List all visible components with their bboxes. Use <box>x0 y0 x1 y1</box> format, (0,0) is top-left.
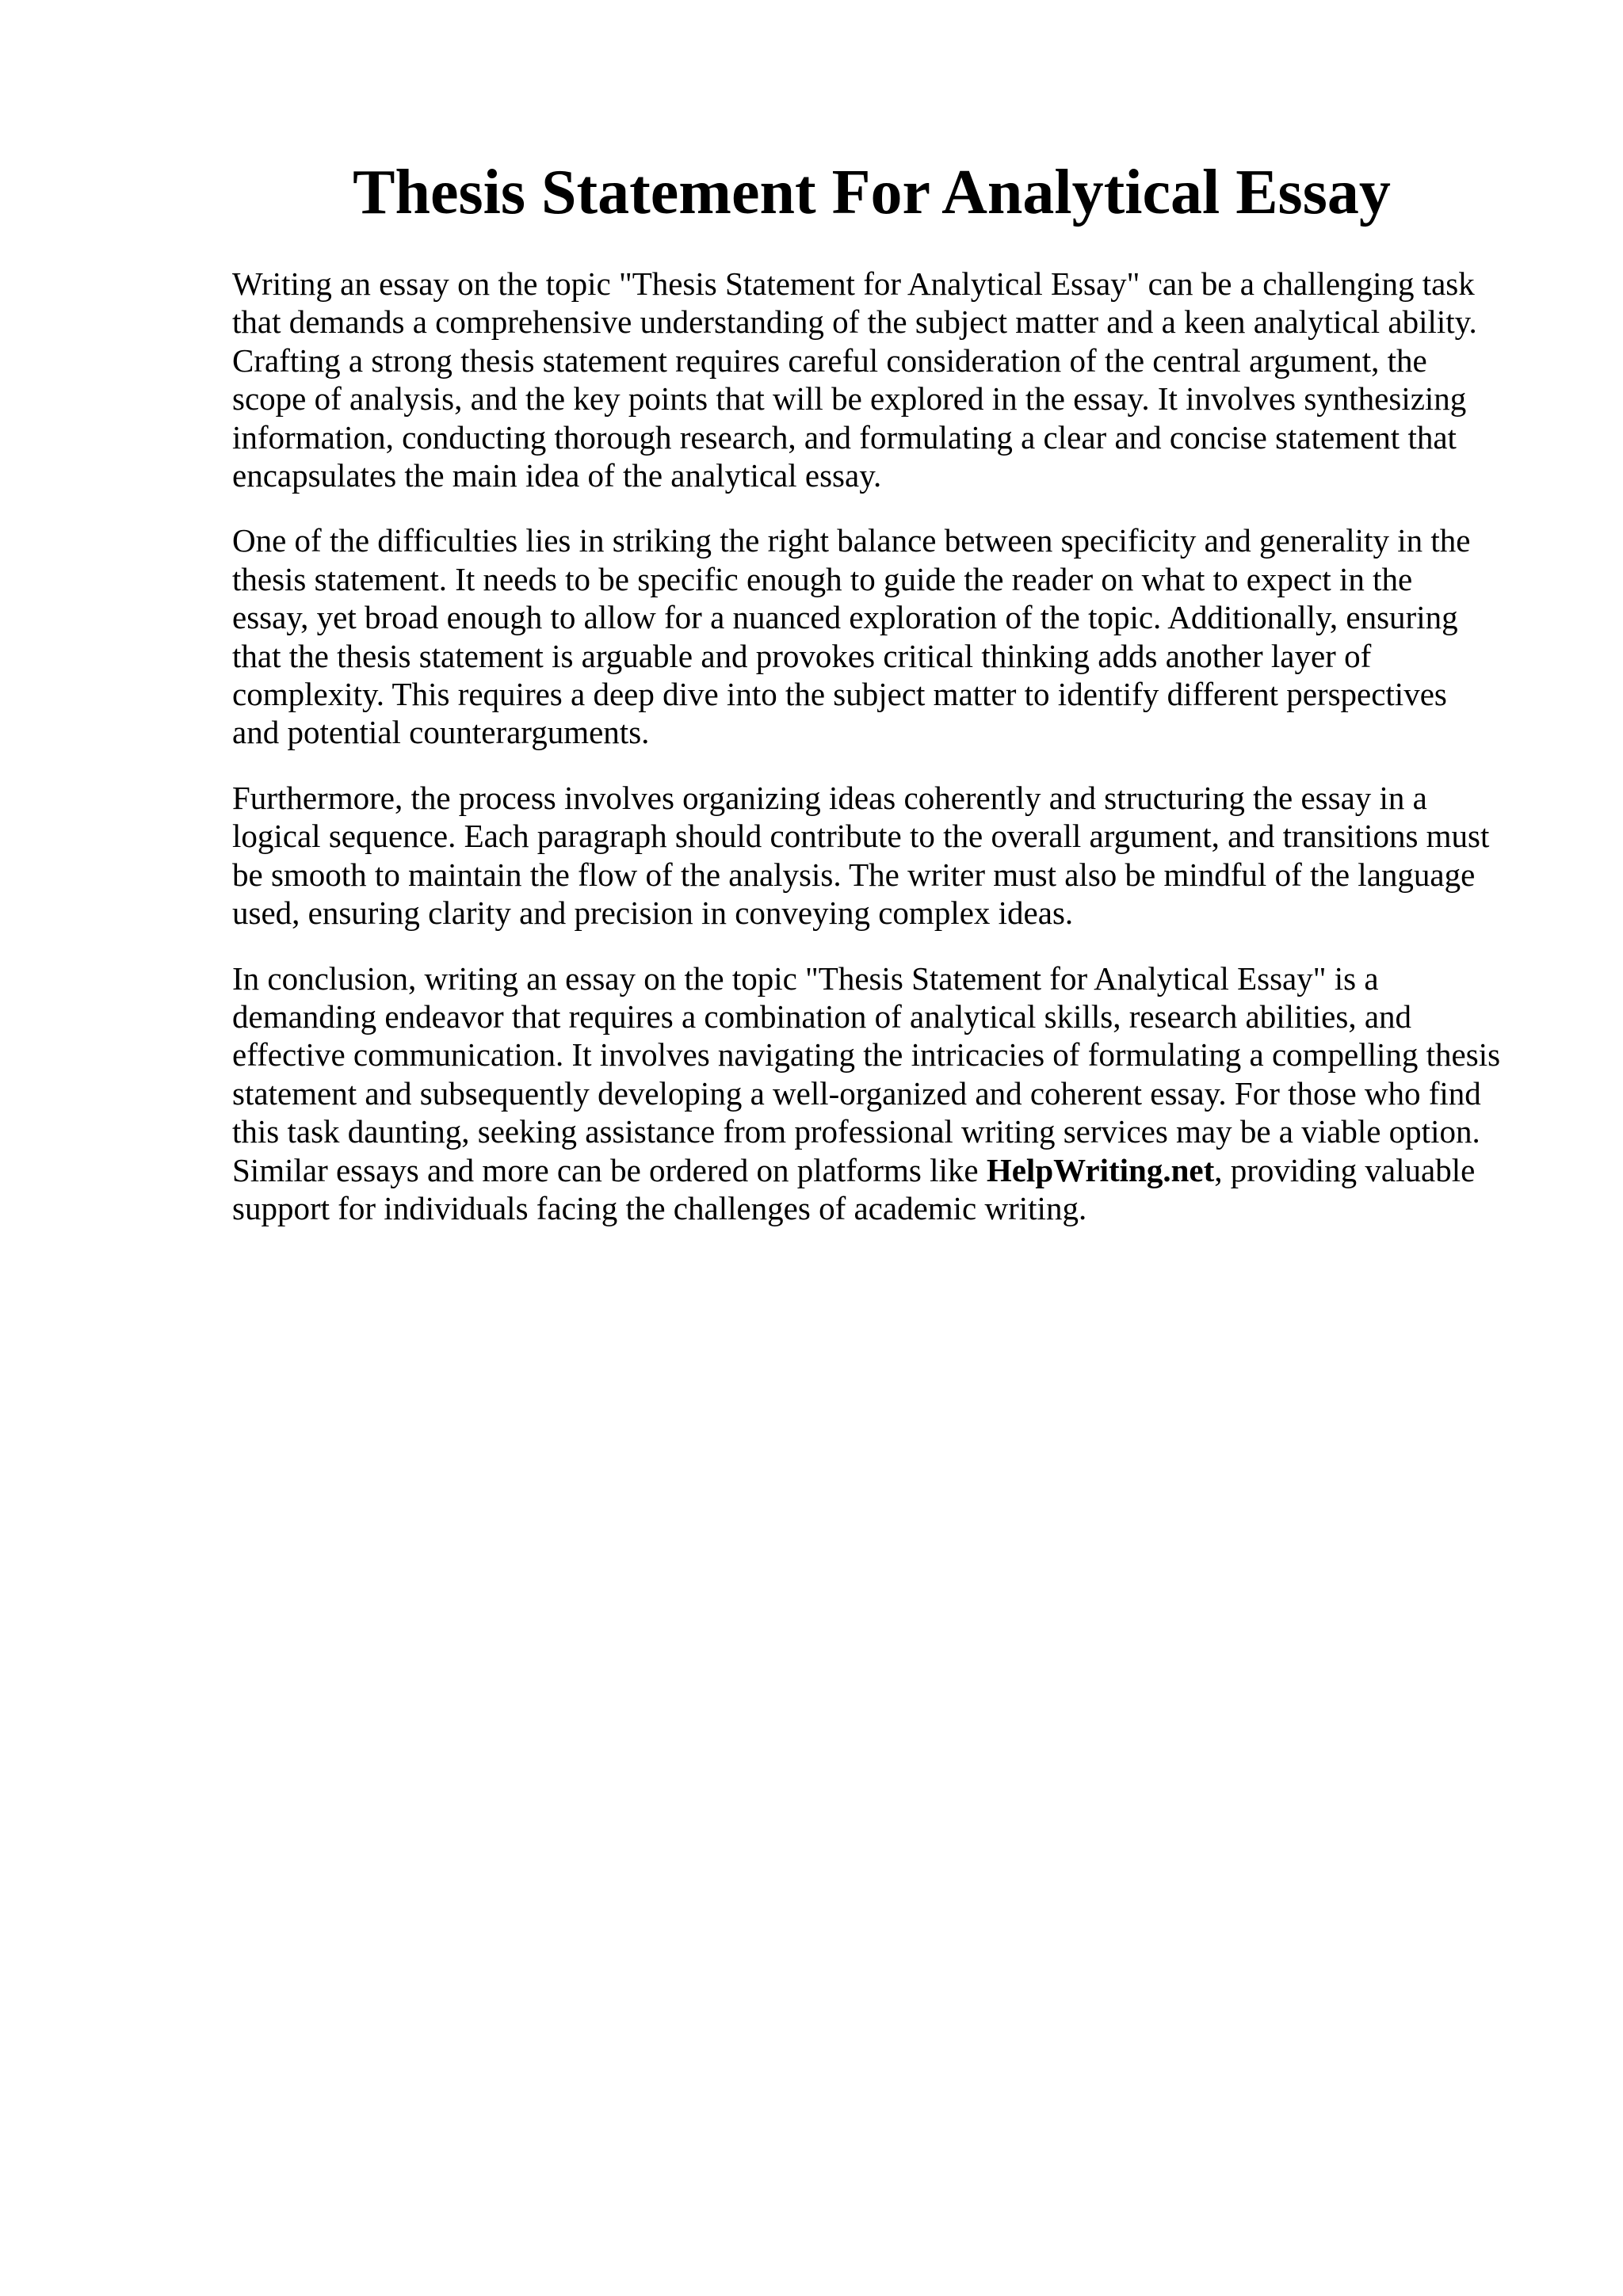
document-title: Thesis Statement For Analytical Essay <box>353 158 1391 227</box>
paragraph-1 <box>232 265 1532 494</box>
paragraph-line: this task daunting, seeking assistance from professional writing services may be a viable option. <box>232 1113 1480 1150</box>
paragraph-line: used, ensuring clarity and precision in conveying complex ideas. <box>232 894 1074 932</box>
brand-line-before: Similar essays and more can be ordered on platforms like <box>232 1151 987 1188</box>
paragraph-line: essay, yet broad enough to allow for a nuanced exploration of the topic. Additionally, ensuring <box>232 599 1458 636</box>
paragraph-line: that demands a comprehensive understanding of the subject matter and a keen analytical ability. <box>232 303 1477 341</box>
paragraph-line: effective communication. It involves navigating the intricacies of formulating a compelling thesis <box>232 1036 1501 1074</box>
paragraph-line: and potential counterarguments. <box>232 714 650 751</box>
paragraph-2 <box>232 521 1532 751</box>
paragraph-line: complexity. This requires a deep dive into the subject matter to identify different perspectives <box>232 676 1447 713</box>
paragraph-3 <box>232 779 1532 933</box>
paragraph-line: demanding endeavor that requires a combination of analytical skills, research abilities, and <box>232 997 1412 1035</box>
paragraph-line: In conclusion, writing an essay on the topic "Thesis Statement for Analytical Essay" is a <box>232 959 1379 997</box>
paragraph-line: information, conducting thorough research, and formulating a clear and concise statement that <box>232 418 1457 456</box>
brand-line-after: , providing valuable <box>1214 1151 1476 1188</box>
paragraph-4 <box>232 959 1532 1228</box>
paragraph-line: scope of analysis, and the key points that will be explored in the essay. It involves synthesizing <box>232 380 1467 418</box>
paragraph-line: support for individuals facing the challenges of academic writing. <box>232 1189 1087 1226</box>
paragraph-line-with-brand <box>232 1151 1532 1189</box>
paragraph-line: thesis statement. It needs to be specific enough to guide the reader on what to expect in the <box>232 560 1413 597</box>
brand-name: HelpWriting.net <box>986 1151 1215 1188</box>
paragraph-line: Writing an essay on the topic "Thesis Statement for Analytical Essay" can be a challenging task <box>232 265 1475 302</box>
paragraph-line: Crafting a strong thesis statement requires careful consideration of the central argument, the <box>232 341 1427 379</box>
paragraph-line: encapsulates the main idea of the analytical essay. <box>232 457 882 494</box>
paragraph-line: be smooth to maintain the flow of the analysis. The writer must also be mindful of the language <box>232 856 1476 893</box>
paragraph-line: logical sequence. Each paragraph should contribute to the overall argument, and transitions must <box>232 818 1490 855</box>
paragraph-line: Furthermore, the process involves organizing ideas coherently and structuring the essay in a <box>232 779 1427 816</box>
paragraph-line: One of the difficulties lies in striking the right balance between specificity and generality in the <box>232 522 1471 559</box>
paragraph-line: statement and subsequently developing a well-organized and coherent essay. For those who find <box>232 1074 1481 1112</box>
document-body <box>232 265 1532 1254</box>
paragraph-line: that the thesis statement is arguable and provokes critical thinking adds another layer of <box>232 637 1372 674</box>
